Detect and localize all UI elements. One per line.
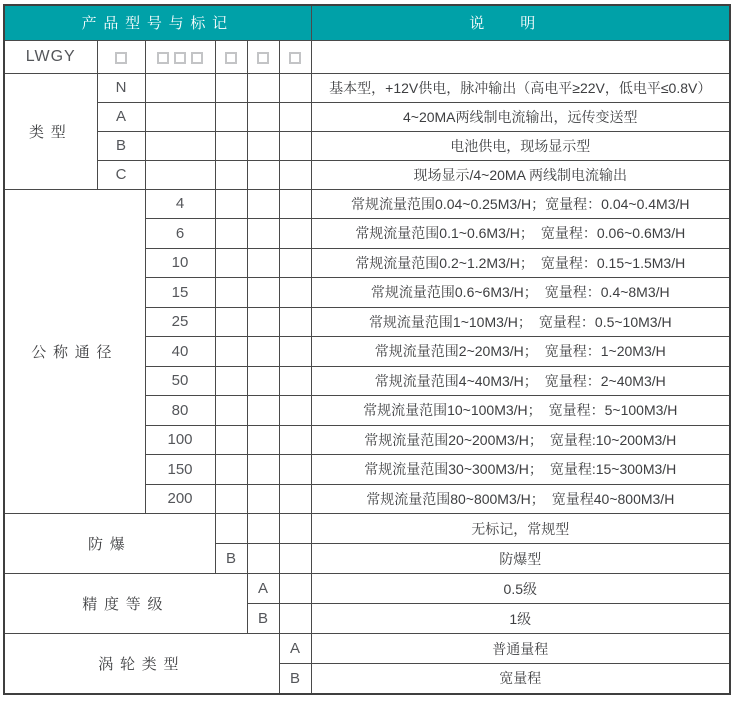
grid-cell <box>247 514 279 544</box>
diameter-code-cell <box>145 366 215 396</box>
accuracy-desc-cell <box>311 604 730 634</box>
grid-cell <box>215 278 247 308</box>
grid-cell <box>247 455 279 485</box>
grid-cell <box>279 278 311 308</box>
diameter-code-cell <box>145 455 215 485</box>
grid-cell <box>279 604 311 634</box>
grid-cell <box>279 73 311 102</box>
grid-cell <box>247 337 279 367</box>
grid-cell <box>279 484 311 514</box>
grid-cell <box>247 248 279 278</box>
grid-cell <box>215 455 247 485</box>
model-name: LWGY <box>25 47 76 65</box>
diameter-code-cell <box>145 307 215 337</box>
explosion-desc: 无标记，常规型 <box>471 520 570 537</box>
turbine-section-label-cell <box>4 634 279 694</box>
type-desc-cell <box>311 160 730 189</box>
grid-cell <box>279 131 311 160</box>
grid-cell <box>247 160 279 189</box>
diameter-desc: 常规流量范围1~10M3/H； 宽量程：0.5~10M3/H <box>368 313 672 330</box>
diameter-desc: 常规流量范围0.2~1.2M3/H； 宽量程：0.15~1.5M3/H <box>355 254 686 271</box>
turbine-code-cell <box>279 634 311 664</box>
accuracy-code-cell <box>247 574 279 604</box>
grid-cell <box>279 160 311 189</box>
type-desc: 现场显示/4~20MA 两线制电流输出 <box>413 166 628 183</box>
type-desc: 电池供电，现场显示型 <box>450 137 591 154</box>
diameter-code-cell <box>145 189 215 219</box>
table-row <box>4 160 730 189</box>
grid-cell <box>215 484 247 514</box>
accuracy-code-cell <box>247 604 279 634</box>
diameter-code-cell <box>145 248 215 278</box>
diameter-desc-cell <box>311 484 730 514</box>
checkbox-icon <box>289 52 301 64</box>
grid-cell <box>247 396 279 426</box>
accuracy-code: B <box>257 610 268 627</box>
type-code: C <box>115 166 127 183</box>
grid-cell <box>279 219 311 249</box>
explosion-desc-cell <box>311 514 730 544</box>
model-desc-cell <box>311 40 730 73</box>
grid-cell <box>279 455 311 485</box>
table-row <box>4 189 730 219</box>
explosion-code-cell <box>215 514 247 544</box>
grid-cell <box>145 73 215 102</box>
turbine-code-cell <box>279 664 311 694</box>
model-code-row <box>4 40 730 73</box>
grid-cell <box>279 366 311 396</box>
turbine-desc-cell <box>311 634 730 664</box>
diameter-code: 6 <box>175 224 185 242</box>
model-box-cell-3 <box>215 40 247 73</box>
diameter-desc-cell <box>311 425 730 455</box>
diameter-desc-cell <box>311 337 730 367</box>
grid-cell <box>215 366 247 396</box>
table-row <box>4 102 730 131</box>
turbine-section-label: 涡轮类型 <box>98 655 186 673</box>
checkbox-icon <box>257 52 269 64</box>
type-code-cell <box>97 102 145 131</box>
diameter-desc: 常规流量范围0.04~0.25M3/H；宽量程：0.04~0.4M3/H <box>351 195 690 212</box>
diameter-desc-cell <box>311 455 730 485</box>
header-description-cell <box>311 5 730 40</box>
diameter-desc-cell <box>311 396 730 426</box>
accuracy-section-label: 精度等级 <box>82 596 170 613</box>
diameter-desc: 常规流量范围20~200M3/H； 宽量程:10~200M3/H <box>364 431 677 448</box>
explosion-code: B <box>225 550 236 567</box>
diameter-desc: 常规流量范围2~20M3/H； 宽量程：1~20M3/H <box>374 343 666 360</box>
grid-cell <box>215 219 247 249</box>
model-selection-table <box>3 4 731 695</box>
diameter-desc-cell <box>311 307 730 337</box>
checkbox-icon <box>115 52 127 64</box>
header-product-model-label: 产品型号与标记 <box>81 15 234 33</box>
grid-cell <box>247 189 279 219</box>
table-row <box>4 131 730 160</box>
grid-cell <box>247 278 279 308</box>
diameter-code: 10 <box>171 254 189 272</box>
diameter-code-cell <box>145 278 215 308</box>
diameter-desc: 常规流量范围30~300M3/H； 宽量程:15~300M3/H <box>364 461 677 478</box>
diameter-code: 100 <box>167 431 193 449</box>
diameter-desc-cell <box>311 219 730 249</box>
model-box-cell-5 <box>279 40 311 73</box>
diameter-code: 15 <box>171 283 189 301</box>
diameter-desc-cell <box>311 366 730 396</box>
explosion-desc-cell <box>311 544 730 574</box>
model-name-cell <box>4 40 97 73</box>
diameter-code-cell <box>145 425 215 455</box>
grid-cell <box>279 248 311 278</box>
grid-cell <box>215 425 247 455</box>
table-header-row <box>4 5 730 40</box>
grid-cell <box>279 574 311 604</box>
grid-cell <box>247 366 279 396</box>
grid-cell <box>247 544 279 574</box>
diameter-code: 50 <box>171 372 189 390</box>
grid-cell <box>279 337 311 367</box>
table-row <box>4 514 730 544</box>
grid-cell <box>215 160 247 189</box>
grid-cell <box>215 248 247 278</box>
grid-cell <box>247 484 279 514</box>
grid-cell <box>215 73 247 102</box>
diameter-desc-cell <box>311 248 730 278</box>
checkbox-icon <box>191 52 203 64</box>
grid-cell <box>247 307 279 337</box>
type-desc-cell <box>311 102 730 131</box>
header-product-model-cell <box>4 5 311 40</box>
accuracy-code: A <box>257 580 268 597</box>
turbine-code: A <box>290 640 301 657</box>
type-code: N <box>115 79 127 96</box>
diameter-desc: 常规流量范围10~100M3/H； 宽量程：5~100M3/H <box>363 402 678 419</box>
accuracy-section-label-cell <box>4 574 247 634</box>
accuracy-desc: 1级 <box>509 610 532 627</box>
checkbox-group <box>157 52 203 64</box>
turbine-code: B <box>290 669 301 687</box>
type-desc-cell <box>311 131 730 160</box>
table-row <box>4 574 730 604</box>
turbine-desc-cell <box>311 664 730 694</box>
type-section-label-cell <box>4 73 97 189</box>
grid-cell <box>279 189 311 219</box>
checkbox-icon <box>174 52 186 64</box>
grid-cell <box>247 219 279 249</box>
turbine-desc: 普通量程 <box>492 640 549 657</box>
grid-cell <box>279 102 311 131</box>
type-desc: 基本型，+12V供电，脉冲输出（高电平≥22V，低电平≤0.8V） <box>329 79 712 96</box>
type-desc-cell <box>311 73 730 102</box>
accuracy-desc-cell <box>311 574 730 604</box>
grid-cell <box>215 307 247 337</box>
type-section-label: 类型 <box>28 123 73 141</box>
grid-cell <box>247 131 279 160</box>
grid-cell <box>215 337 247 367</box>
diameter-section-label: 公称通径 <box>31 343 119 361</box>
accuracy-desc: 0.5级 <box>503 580 537 597</box>
diameter-code: 25 <box>171 313 189 331</box>
diameter-code: 4 <box>175 195 185 213</box>
grid-cell <box>145 131 215 160</box>
model-box-cell-2 <box>145 40 215 73</box>
diameter-desc: 常规流量范围80~800M3/H； 宽量程40~800M3/H <box>366 490 675 507</box>
grid-cell <box>145 160 215 189</box>
diameter-desc: 常规流量范围4~40M3/H； 宽量程：2~40M3/H <box>374 372 666 389</box>
diameter-code: 80 <box>171 401 189 419</box>
grid-cell <box>279 544 311 574</box>
explosion-code-cell <box>215 544 247 574</box>
header-description-label: 说明 <box>469 15 572 33</box>
type-code-cell <box>97 73 145 102</box>
table-row <box>4 73 730 102</box>
checkbox-icon <box>157 52 169 64</box>
diameter-code: 200 <box>167 490 193 508</box>
grid-cell <box>145 102 215 131</box>
diameter-code: 40 <box>171 342 189 360</box>
type-desc: 4~20MA两线制电流输出，远传变送型 <box>402 108 638 125</box>
diameter-desc: 常规流量范围0.1~0.6M3/H； 宽量程：0.06~0.6M3/H <box>355 225 686 242</box>
type-code-cell <box>97 131 145 160</box>
grid-cell <box>215 102 247 131</box>
diameter-desc-cell <box>311 278 730 308</box>
grid-cell <box>215 189 247 219</box>
model-box-cell-4 <box>247 40 279 73</box>
explosion-section-label-cell <box>4 514 215 574</box>
diameter-code: 150 <box>167 460 193 478</box>
type-code: A <box>115 108 126 125</box>
grid-cell <box>279 514 311 544</box>
type-code-cell <box>97 160 145 189</box>
grid-cell <box>279 307 311 337</box>
diameter-code-cell <box>145 396 215 426</box>
grid-cell <box>247 102 279 131</box>
grid-cell <box>247 425 279 455</box>
grid-cell <box>279 425 311 455</box>
diameter-code-cell <box>145 219 215 249</box>
explosion-desc: 防爆型 <box>499 550 542 567</box>
type-code: B <box>115 137 126 154</box>
diameter-section-label-cell <box>4 189 145 514</box>
diameter-desc: 常规流量范围0.6~6M3/H； 宽量程：0.4~8M3/H <box>370 284 670 301</box>
checkbox-icon <box>225 52 237 64</box>
grid-cell <box>215 131 247 160</box>
grid-cell <box>279 396 311 426</box>
diameter-code-cell <box>145 484 215 514</box>
grid-cell <box>215 396 247 426</box>
grid-cell <box>247 73 279 102</box>
diameter-code-cell <box>145 337 215 367</box>
model-box-cell-1 <box>97 40 145 73</box>
explosion-section-label: 防爆 <box>87 536 132 553</box>
table-row <box>4 634 730 664</box>
diameter-desc-cell <box>311 189 730 219</box>
turbine-desc: 宽量程 <box>499 670 542 687</box>
